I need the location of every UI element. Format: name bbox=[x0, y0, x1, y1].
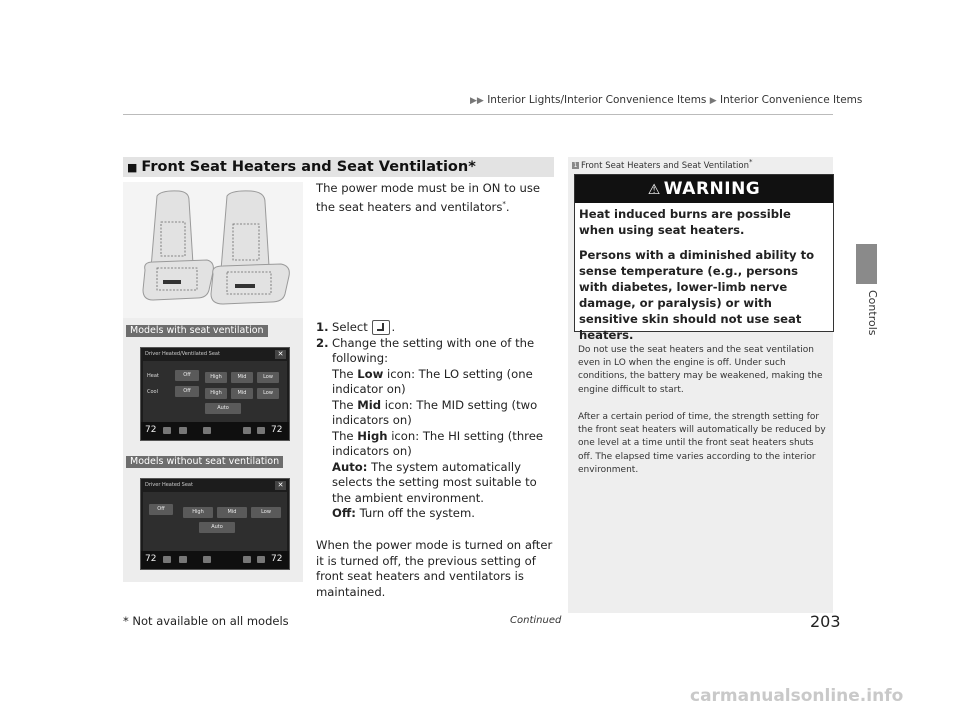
fan-direction-icon[interactable] bbox=[179, 427, 187, 434]
climate-bar bbox=[141, 551, 289, 569]
option-desc: The system automatically selects the setting most suitable to the ambient environment. bbox=[332, 459, 537, 505]
option-word: High bbox=[357, 428, 388, 443]
footnote: * Not available on all models bbox=[123, 614, 289, 628]
section-title-text: Front Seat Heaters and Seat Ventilation bbox=[141, 159, 469, 175]
section-title-star: * bbox=[468, 159, 476, 175]
left-temp[interactable]: 72 bbox=[145, 425, 157, 435]
breadcrumb bbox=[470, 94, 862, 106]
header-divider bbox=[123, 114, 833, 115]
heat-label: Heat bbox=[147, 373, 159, 379]
chapter-tab bbox=[856, 244, 877, 284]
cool-off-button[interactable]: Off bbox=[175, 386, 199, 397]
reference-icon: 1 bbox=[573, 161, 578, 169]
seat-icon[interactable] bbox=[257, 556, 265, 563]
recirculation-icon[interactable] bbox=[243, 556, 251, 563]
front-seats-drawing bbox=[123, 182, 303, 318]
close-icon[interactable]: ✕ bbox=[275, 350, 286, 359]
seat-icon[interactable] bbox=[257, 427, 265, 434]
option-desc: icon: The HI setting (three indicators on) bbox=[332, 428, 543, 458]
heat-low-button[interactable]: Low bbox=[257, 372, 279, 383]
step-1 bbox=[316, 320, 556, 336]
note-title bbox=[572, 158, 752, 171]
cool-label: Cool bbox=[147, 389, 158, 395]
closing-paragraph: When the power mode is turned on after it is turned off, the previous setting of front seat heaters and ventilators is maintained. bbox=[316, 538, 553, 599]
note-title-text: Front Seat Heaters and Seat Ventilation bbox=[581, 160, 749, 171]
option-low bbox=[332, 367, 556, 398]
breadcrumb-arrow-icon: ▶▶ bbox=[470, 96, 484, 106]
warning-triangle-icon: ⚠ bbox=[647, 182, 661, 198]
screen-body bbox=[143, 361, 287, 428]
image-label-ventilation: Models with seat ventilation bbox=[126, 325, 268, 337]
chapter-label bbox=[848, 290, 888, 350]
breadcrumb-item-convenience[interactable]: Interior Convenience Items bbox=[720, 94, 863, 106]
option-word: Off: bbox=[332, 506, 356, 520]
step-number: 1. bbox=[316, 320, 329, 334]
image-label-no-ventilation: Models without seat ventilation bbox=[126, 456, 283, 468]
option-pre: The bbox=[332, 428, 354, 443]
step-number: 2. bbox=[316, 335, 329, 350]
option-auto bbox=[332, 460, 556, 507]
fan-icon[interactable] bbox=[203, 427, 211, 434]
step-text: Select bbox=[332, 320, 368, 334]
auto-button[interactable]: Auto bbox=[205, 403, 241, 414]
section-title bbox=[127, 157, 476, 177]
intro-star: * bbox=[502, 199, 506, 208]
fan-direction-icon[interactable] bbox=[179, 556, 187, 563]
note-paragraph: After a certain period of time, the strength setting for the front seat heaters will automatically be reduced by one level at a time until the front seat heaters shuts off. The elapsed time varies according to the interior environment. bbox=[578, 412, 826, 475]
high-button[interactable]: High bbox=[183, 507, 213, 518]
option-desc: Turn off the system. bbox=[359, 506, 475, 520]
chapter-label-text: Controls bbox=[866, 290, 879, 336]
warning-label: WARNING bbox=[663, 179, 761, 199]
note-title-star: * bbox=[748, 158, 753, 166]
warning-box bbox=[574, 174, 834, 342]
option-pre: The bbox=[332, 366, 354, 381]
left-temp[interactable]: 72 bbox=[145, 554, 157, 564]
screen-title: Driver Heated Seat bbox=[145, 482, 193, 488]
close-icon[interactable]: ✕ bbox=[275, 481, 286, 490]
heated-seat-screen bbox=[140, 478, 290, 570]
mid-button[interactable]: Mid bbox=[217, 507, 247, 518]
screen-body bbox=[143, 492, 287, 559]
screen-title: Driver Heated/Ventilated Seat bbox=[145, 351, 220, 357]
watermark-logo: carmanualsonline.info bbox=[690, 686, 904, 706]
option-word: Auto: bbox=[332, 459, 368, 474]
option-off bbox=[332, 506, 556, 522]
heat-mid-button[interactable]: Mid bbox=[231, 372, 253, 383]
climate-bar bbox=[141, 422, 289, 440]
option-desc: icon: The MID setting (two indicators on) bbox=[332, 397, 538, 427]
warning-paragraph: Heat induced burns are possible when using seat heaters. bbox=[579, 207, 791, 237]
cool-mid-button[interactable]: Mid bbox=[231, 388, 253, 399]
right-temp[interactable]: 72 bbox=[271, 554, 283, 564]
low-button[interactable]: Low bbox=[251, 507, 281, 518]
intro-text: The power mode must be in ON to use the seat heaters and ventilators bbox=[316, 181, 541, 214]
continued-label: Continued bbox=[510, 615, 562, 626]
fan-icon[interactable] bbox=[203, 556, 211, 563]
option-high bbox=[332, 429, 556, 460]
option-mid bbox=[332, 398, 556, 429]
option-word: Low bbox=[357, 366, 384, 381]
heat-off-button[interactable]: Off bbox=[175, 370, 199, 381]
instruction-steps bbox=[316, 320, 556, 522]
warning-paragraph: Persons with a diminished ability to sense temperature (e.g., persons with diabetes, lower-limb nerve damage, or paralysis) or with sensitive skin should not use seat heaters. bbox=[579, 248, 815, 342]
ventilated-seat-screen bbox=[140, 347, 290, 441]
note-paragraph: Do not use the seat heaters and the seat ventilation even in LO when the engine is off. Under such conditions, the battery may be weakened, making the engine difficult to start. bbox=[578, 345, 823, 395]
intro-paragraph bbox=[316, 181, 556, 215]
cool-low-button[interactable]: Low bbox=[257, 388, 279, 399]
warning-text bbox=[579, 206, 819, 343]
breadcrumb-arrow-icon: ▶ bbox=[709, 96, 717, 106]
cool-high-button[interactable]: High bbox=[205, 388, 227, 399]
intro-end: . bbox=[505, 199, 510, 214]
seat-heater-select-icon bbox=[372, 320, 390, 335]
recirculation-icon[interactable] bbox=[243, 427, 251, 434]
heat-high-button[interactable]: High bbox=[205, 372, 227, 383]
auto-button[interactable]: Auto bbox=[199, 522, 235, 533]
step-end: . bbox=[391, 320, 396, 334]
option-desc: icon: The LO setting (one indicator on) bbox=[332, 366, 533, 396]
warning-header bbox=[575, 175, 833, 203]
step-2 bbox=[316, 336, 556, 522]
seat-icon[interactable] bbox=[163, 427, 171, 434]
square-bullet-icon: ■ bbox=[127, 161, 138, 174]
seat-icon[interactable] bbox=[163, 556, 171, 563]
off-button[interactable]: Off bbox=[149, 504, 173, 515]
step-text: Change the setting with one of the following: bbox=[332, 335, 535, 365]
breadcrumb-item-lights[interactable]: Interior Lights/Interior Convenience Items bbox=[487, 94, 707, 106]
seat-illustration bbox=[123, 182, 303, 318]
right-temp[interactable]: 72 bbox=[271, 425, 283, 435]
page-number: 203 bbox=[810, 612, 841, 631]
option-pre: The bbox=[332, 397, 354, 412]
option-word: Mid bbox=[357, 397, 382, 412]
